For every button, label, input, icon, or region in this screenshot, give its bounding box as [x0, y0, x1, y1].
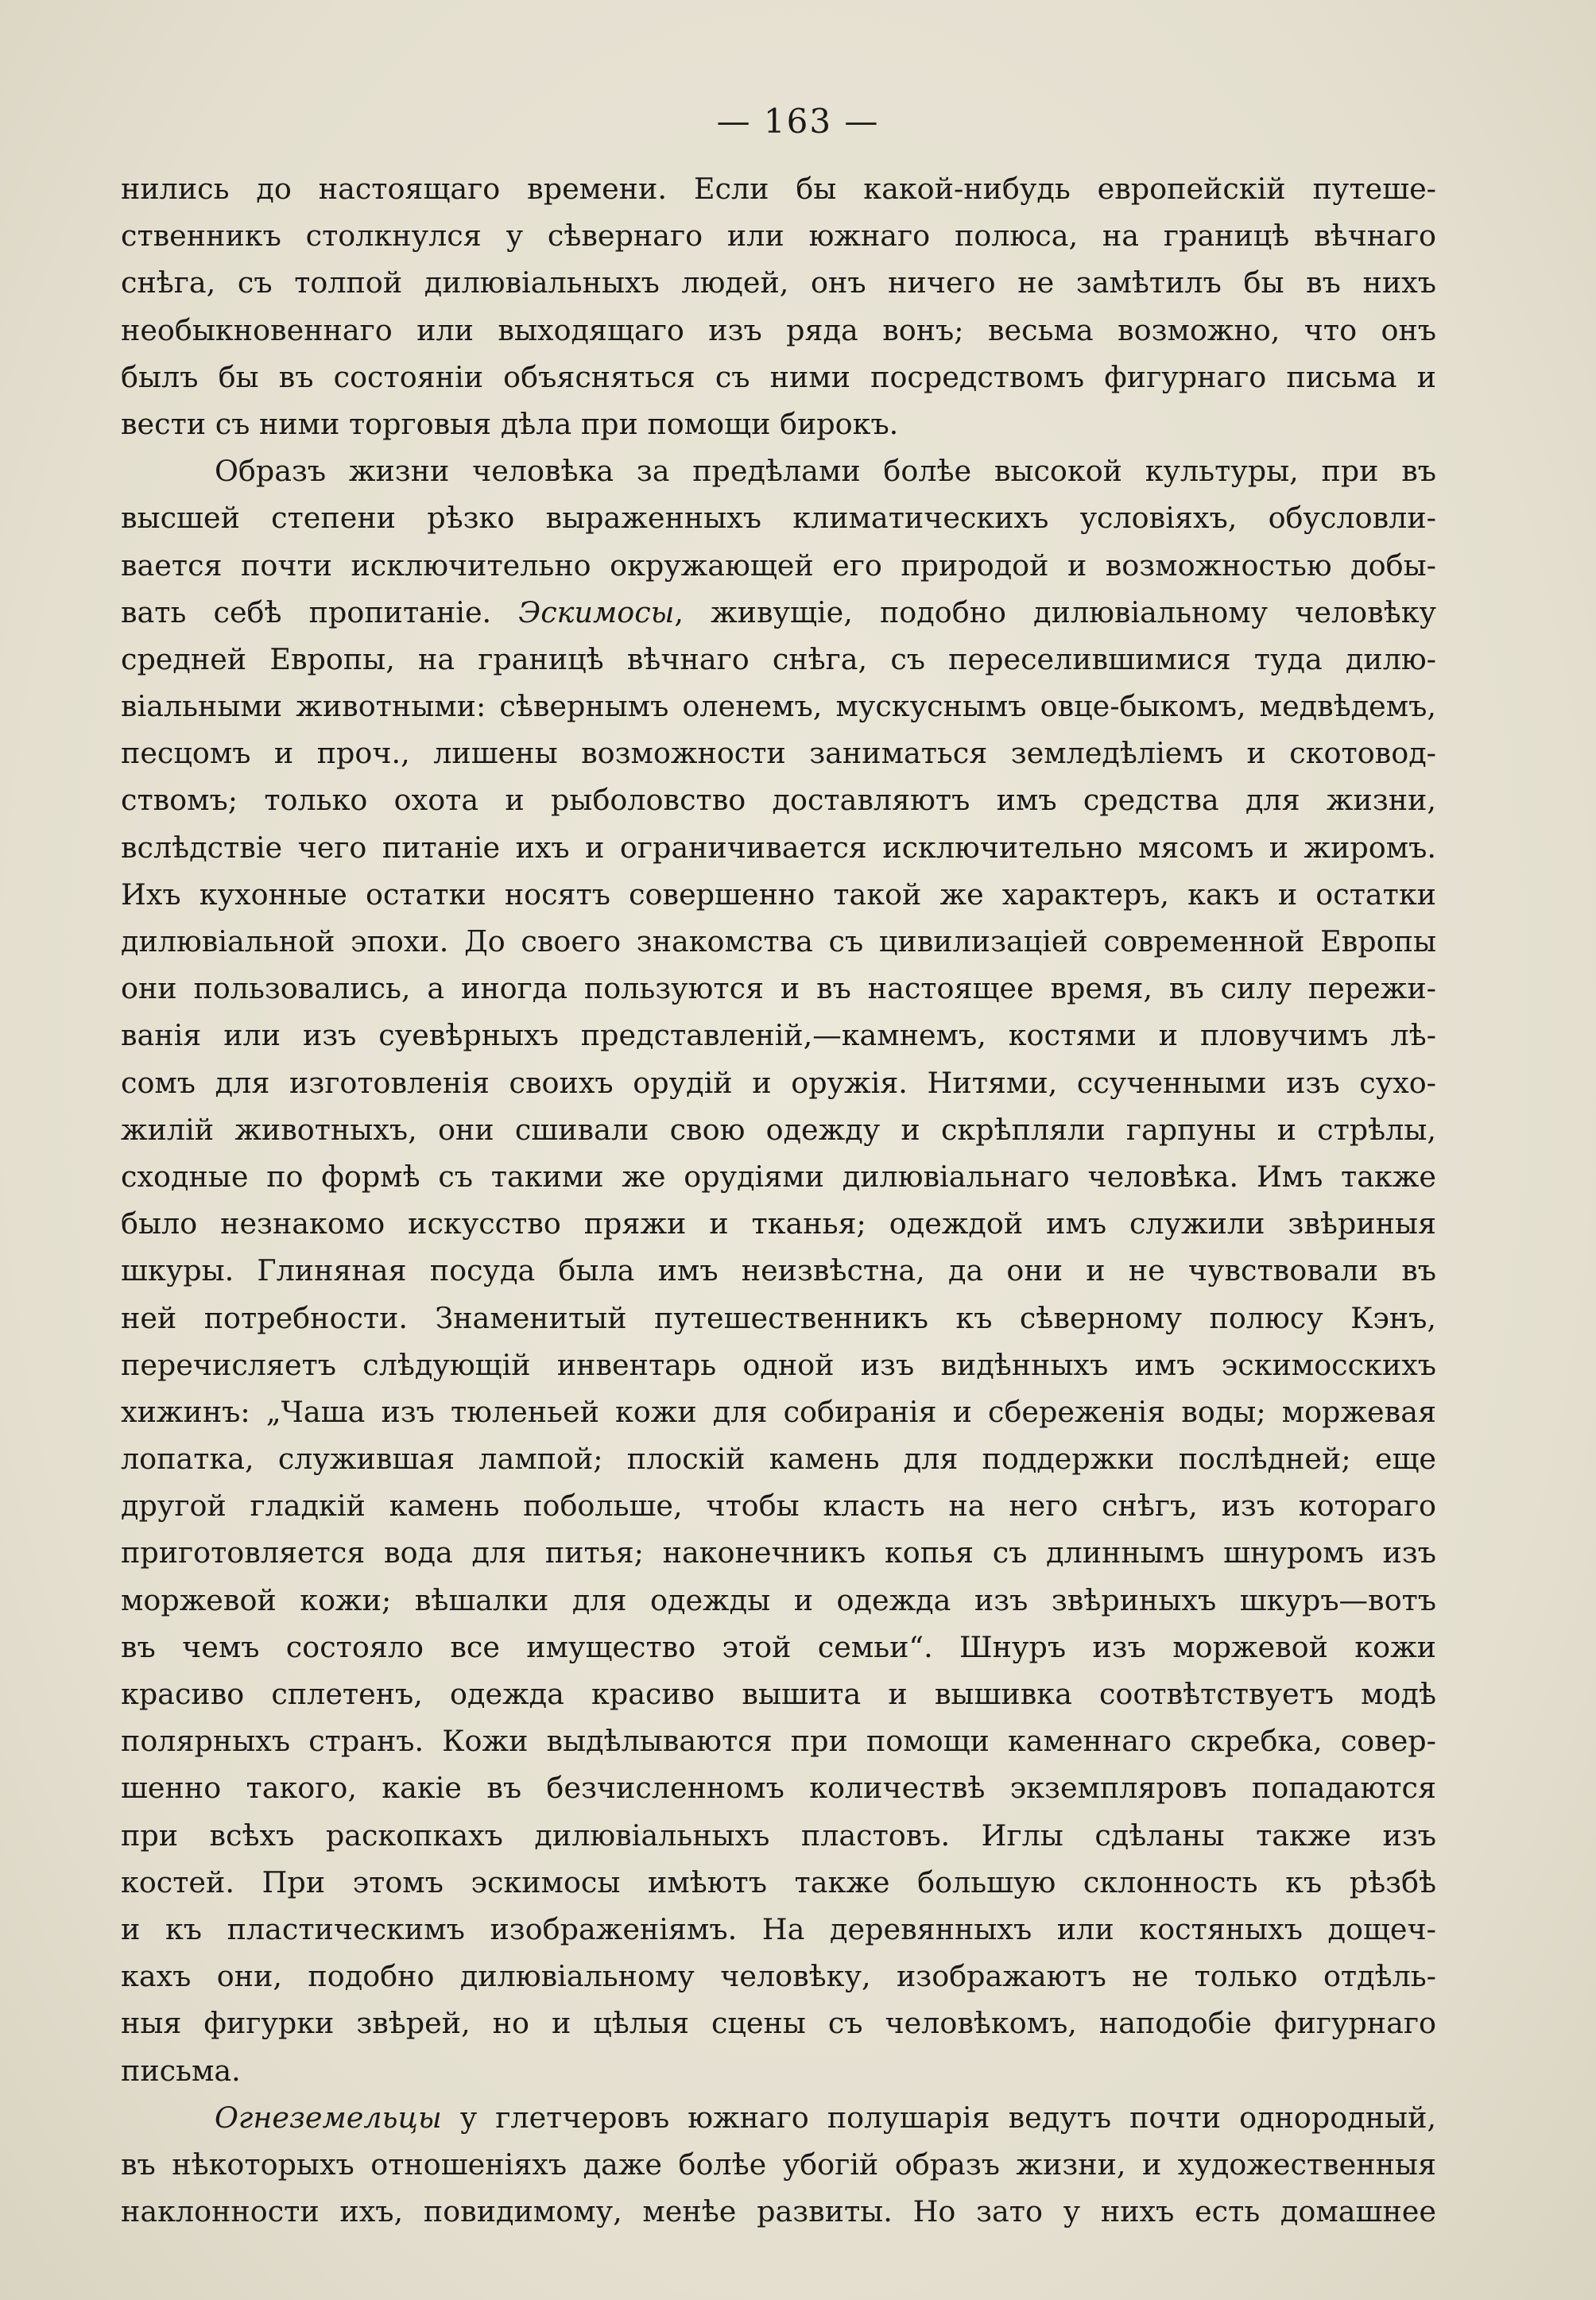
- text-line: жилій животныхъ, они сшивали свою одежду и скрѣпляли гарпуны и стрѣлы,: [121, 1112, 1436, 1147]
- text-line: моржевой кожи; вѣшалки для одежды и одежда изъ звѣриныхъ шкуръ—вотъ: [121, 1582, 1436, 1617]
- text-line: ственникъ столкнулся у сѣвернаго или южнаго полюса, на границѣ вѣчнаго: [121, 219, 1436, 254]
- text-line: въ чемъ состояло все имущество этой семьи“. Шнуръ изъ моржевой кожи: [121, 1629, 1436, 1664]
- text-line: приготовляется вода для питья; наконечникъ копья съ длиннымъ шнуромъ изъ: [121, 1535, 1436, 1570]
- text-line: снѣга, съ толпой дилювіальныхъ людей, онъ ничего не замѣтилъ бы въ нихъ: [121, 265, 1436, 300]
- text-line: лопатка, служившая лампой; плоскій камень для поддержки послѣдней; еще: [121, 1442, 1436, 1477]
- text-line: полярныхъ странъ. Кожи выдѣлываются при помощи каменнаго скребка, совер-: [121, 1724, 1436, 1759]
- text-line: въ нѣкоторыхъ отношеніяхъ даже болѣе убогій образъ жизни, и художественныя: [121, 2147, 1436, 2182]
- emphasis: Огнеземельцы: [215, 2100, 442, 2135]
- text-line: песцомъ и проч., лишены возможности заниматься земледѣліемъ и скотовод-: [121, 736, 1436, 771]
- text-line: наклонности ихъ, повидимому, менѣе развиты. Но зато у нихъ есть домашнее: [121, 2194, 1436, 2229]
- text-line: при всѣхъ раскопкахъ дилювіальныхъ пластовъ. Иглы сдѣланы также изъ: [121, 1818, 1436, 1853]
- text-line: вслѣдствіе чего питаніе ихъ и ограничивается исключительно мясомъ и жиромъ.: [121, 830, 1436, 865]
- text-line: віальными животными: сѣвернымъ оленемъ, мускуснымъ овце-быкомъ, медвѣдемъ,: [121, 689, 1436, 724]
- paragraph: [121, 447, 1436, 2094]
- page-number: — 163 —: [716, 102, 880, 141]
- text-line: нились до настоящаго времени. Если бы какой-нибудь европейскій путеше-: [121, 172, 1436, 206]
- paragraph: [121, 2094, 1436, 2236]
- text-line: вести съ ними торговыя дѣла при помощи бирокъ.: [121, 406, 899, 441]
- paragraph: [121, 165, 1436, 447]
- text-line: высшей степени рѣзко выраженныхъ климатическихъ условіяхъ, обусловли-: [121, 501, 1436, 536]
- text-line: средней Европы, на границѣ вѣчнаго снѣга, съ переселившимися туда дилю-: [121, 641, 1436, 676]
- text-line: ныя фигурки звѣрей, но и цѣлыя сцены съ человѣкомъ, наподобіе фигурнаго: [121, 2006, 1436, 2041]
- body-text: [121, 165, 1436, 2235]
- text-line: ванія или изъ суевѣрныхъ представленій,—камнемъ, костями и пловучимъ лѣ-: [121, 1018, 1436, 1053]
- text-line: сходные по формѣ съ такими же орудіями дилювіальнаго человѣка. Имъ также: [121, 1159, 1436, 1194]
- emphasis: Эскимосы: [518, 594, 675, 629]
- text-line: былъ бы въ состояніи объясняться съ ними посредствомъ фигурнаго письма и: [121, 359, 1436, 394]
- text-line: шенно такого, какіе въ безчисленномъ количествѣ экземпляровъ попадаются: [121, 1771, 1436, 1806]
- text-line: вать себѣ пропитаніе. Эскимосы, живущіе, подобно дилювіальному человѣку: [121, 594, 1436, 629]
- text-line: хижинъ: „Чаша изъ тюленьей кожи для собиранія и сбереженія воды; моржевая: [121, 1394, 1436, 1429]
- text-line: и къ пластическимъ изображеніямъ. На деревянныхъ или костяныхъ дощеч-: [121, 1911, 1436, 1946]
- text-line: Огнеземельцы у глетчеровъ южнаго полушарія ведутъ почти однородный,: [215, 2100, 1436, 2135]
- text-line: красиво сплетенъ, одежда красиво вышита и вышивка соотвѣтствуетъ модѣ: [121, 1677, 1436, 1711]
- text-line: другой гладкій камень побольше, чтобы класть на него снѣгъ, изъ котораго: [121, 1489, 1436, 1524]
- text-line: костей. При этомъ эскимосы имѣютъ также большую склонность къ рѣзбѣ: [121, 1864, 1436, 1899]
- text-line: дилювіальной эпохи. До своего знакомства съ цивилизаціей современной Европы: [121, 924, 1436, 958]
- text-line: ней потребности. Знаменитый путешественникъ къ сѣверному полюсу Кэнъ,: [121, 1300, 1436, 1335]
- text-line: перечисляетъ слѣдующій инвентарь одной изъ видѣнныхъ имъ эскимосскихъ: [121, 1347, 1436, 1382]
- text-line: кахъ они, подобно дилювіальному человѣку, изображаютъ не только отдѣль-: [121, 1959, 1436, 1994]
- text-line: шкуры. Глиняная посуда была имъ неизвѣстна, да они и не чувствовали въ: [121, 1253, 1436, 1288]
- text-line: письма.: [121, 2053, 241, 2088]
- text-line: ствомъ; только охота и рыболовство доставляютъ имъ средства для жизни,: [121, 783, 1436, 818]
- text-line: они пользовались, а иногда пользуются и въ настоящее время, въ силу пережи-: [121, 971, 1436, 1006]
- text-line: сомъ для изготовленія своихъ орудій и оружія. Нитями, ссученными изъ сухо-: [121, 1065, 1436, 1100]
- text-line: необыкновеннаго или выходящаго изъ ряда вонъ; весьма возможно, что онъ: [121, 312, 1436, 347]
- text-line: Ихъ кухонные остатки носятъ совершенно такой же характеръ, какъ и остатки: [121, 877, 1436, 912]
- text-line: Образъ жизни человѣка за предѣлами болѣе высокой культуры, при въ: [215, 454, 1436, 489]
- text-line: было незнакомо искусство пряжи и тканья; одеждой имъ служили звѣриныя: [121, 1206, 1436, 1241]
- text-line: вается почти исключительно окружающей его природой и возможностью добы-: [121, 548, 1436, 583]
